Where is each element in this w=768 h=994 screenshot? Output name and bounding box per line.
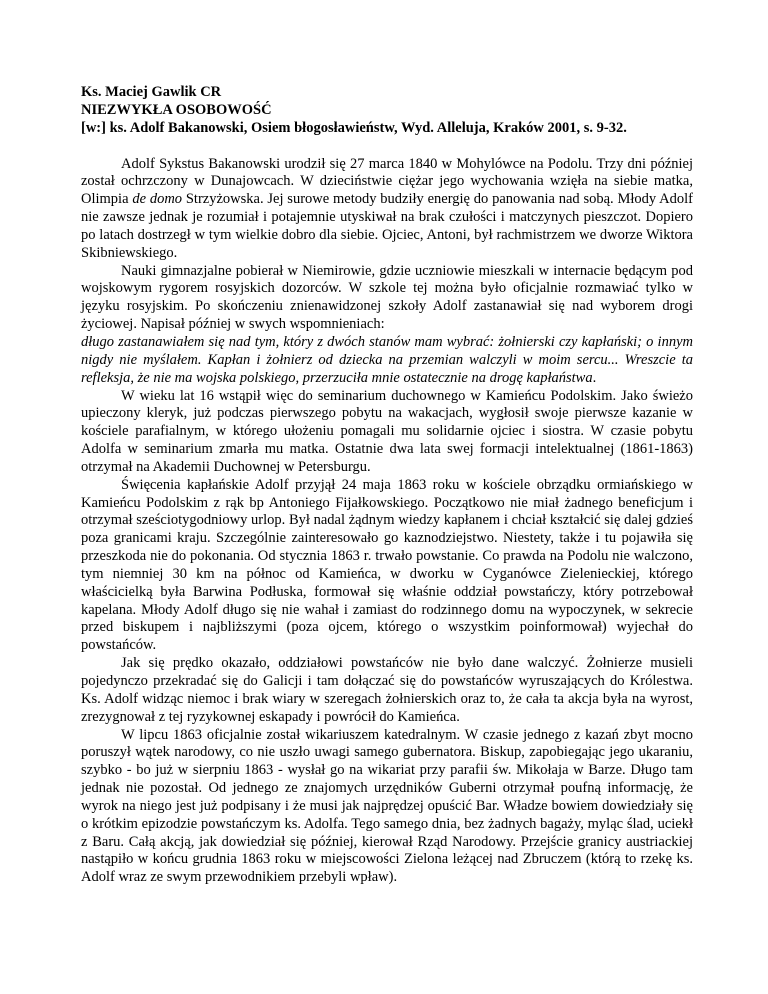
source-citation: [w:] ks. Adolf Bakanowski, Osiem błogosławieństw, Wyd. Alleluja, Kraków 2001, s. 9-32. bbox=[81, 119, 627, 136]
paragraph: Adolf Sykstus Bakanowski urodził się 27 marca 1840 w Mohylówce na Podolu. Trzy dni później został ochrzczony w Dunajowcach. W dzieciństwie ciężar jego wychowania wzięła na siebie matka, Olimpia de domo Strzyżowska. Jej surowe metody budziły energię do panowania nad sobą. Młody Adolf nie zawsze jednak je rozumiał i potajemnie utyskiwał na brak czułości i matczynych pieszczot. Dopiero po latach dostrzegł w tym wielkie dobro dla siebie. Ojciec, Antoni, był rachmistrzem we dworze Wiktora Skibniewskiego. bbox=[81, 155, 693, 261]
document-body bbox=[81, 156, 693, 888]
paragraph: Jak się prędko okazało, oddziałowi powstańców nie było dane walczyć. Żołnierze musieli pojedynczo przekradać się do Galicji i tam dołączać się do powstańców wyruszających do Królestwa. Ks. Adolf widząc niemoc i brak wiary w szeregach żołnierskich oraz to, że cała ta akcja była na wyrost, zrezygnował z tej ryzykownej eskapady i powrócił do Kamieńca. bbox=[81, 655, 693, 725]
document-header bbox=[81, 84, 693, 138]
quote-paragraph: długo zastanawiałem się nad tym, który z dwóch stanów mam wybrać: żołnierski czy kapłański; o innym nigdy nie myślałem. Kapłan i żołnierz od dziecka na przemian walczyli w moim sercu... Wreszcie ta refleksja, że nie ma wojska polskiego, przerzuciła mnie ostatecznie na drogę kapłaństwa. bbox=[81, 333, 693, 386]
paragraph: Święcenia kapłańskie Adolf przyjął 24 maja 1863 roku w kościele obrządku ormiańskiego w Kamieńcu Podolskim z rąk bp Antoniego Fijałkowskiego. Początkowo nie miał żadnego beneficjum i otrzymał sześciotygodniowy urlop. Był nadal żądnym wiedzy kapłanem i chciał kształcić się dalej gdzieś poza granicami kraju. Szczególnie zainteresowało go kaznodziejstwo. Niestety, także i tu pojawiła się przeszkoda nie do pokonania. Od stycznia 1863 r. trwało powstanie. Co prawda na Podolu nie walczono, tym niemniej 30 km na północ od Kamieńca, w dworku w Cyganówce Zielenieckiej, którego właścicielką była Barwina Podłuska, formował się właśnie oddział powstańczy, który potrzebował kapelana. Młody Adolf długo się nie wahał i zamiast do rodzinnego domu na wypoczynek, w sekrecie przed biskupem i najbliższymi (poza ojcem, którego o wszystkim poinformował) wyjechał do powstańców. bbox=[81, 476, 693, 654]
paragraph: W lipcu 1863 oficjalnie został wikariuszem katedralnym. W czasie jednego z kazań zbyt mocno poruszył wątek narodowy, co nie uszło uwagi samego gubernatora. Biskup, zapobiegając jego ukaraniu, szybko - bo już w sierpniu 1863 - wysłał go na wikariat przy parafii św. Mikołaja w Barze. Długo tam jednak nie pozostał. Od jednego ze znajomych urzędników Guberni otrzymał poufną informację, że wyrok na niego jest już podpisany i że musi jak najprędzej opuścić Bar. Władze bowiem dowiedziały się o krótkim epizodzie powstańczym ks. Adolfa. Tego samego dnia, bez żadnych bagaży, myląc ślad, uciekł z Baru. Całą akcją, jak dowiedział się później, kierował Rząd Narodowy. Przejście granicy austriackiej nastąpiło w końcu grudnia 1863 roku w miejscowości Zielona leżącej nad Zbruczem (którą to rzekę ks. Adolf wraz ze swym przewodnikiem przebyli wpław). bbox=[81, 726, 693, 886]
document-page bbox=[81, 84, 693, 887]
author-line: Ks. Maciej Gawlik CR bbox=[81, 84, 222, 100]
paragraph: Nauki gimnazjalne pobierał w Niemirowie, gdzie uczniowie mieszkali w internacie będącym pod wojskowym rygorem rosyjskich dozorców. W szkole tej można było oficjalnie rozmawiać tylko w języku rosyjskim. Po skończeniu znienawidzonej szkoły Adolf zastanawiał się nad wyborem drogi życiowej. Napisał później w swych wspomnieniach: bbox=[81, 262, 693, 333]
paragraph: W wieku lat 16 wstąpił więc do seminarium duchownego w Kamieńcu Podolskim. Jako świeżo upieczony kleryk, już podczas pierwszego pobytu na wakacjach, wygłosił swoje pierwsze kazanie w kościele parafialnym, w którego ułożeniu pomagali mu solidarnie ojciec i siostra. W czasie pobytu Adolfa w seminarium zmarła mu matka. Ostatnie dwa lata swej formacji intelektualnej (1861-1863) otrzymał na Akademii Duchownej w Petersburgu. bbox=[81, 387, 693, 475]
document-title: NIEZWYKŁA OSOBOWOŚĆ bbox=[81, 101, 272, 118]
